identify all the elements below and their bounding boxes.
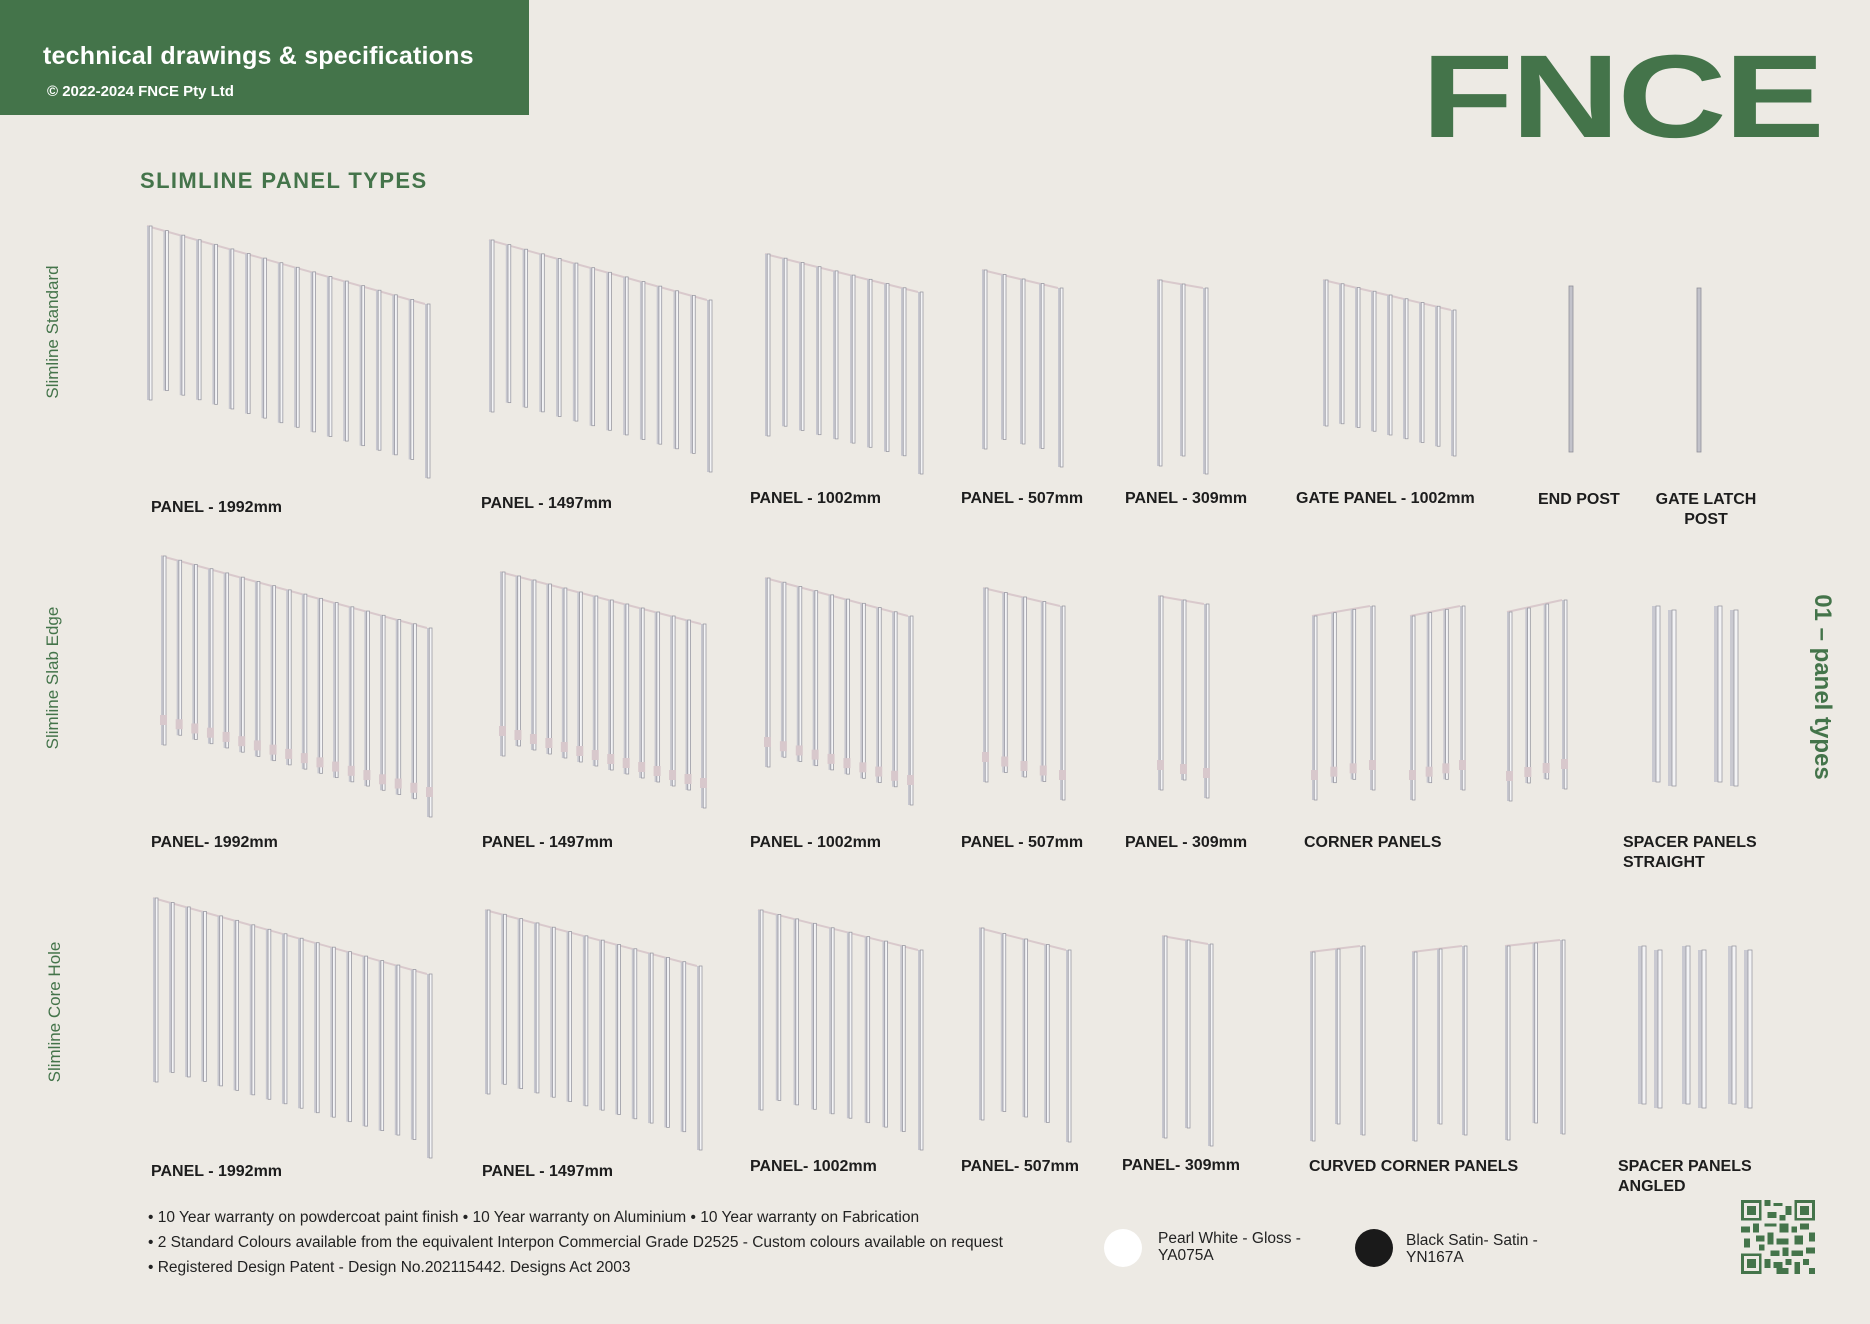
footer-note: • 10 Year warranty on powdercoat paint finish • 10 Year warranty on Aluminium • 10 Year warranty on Fabrication [148, 1209, 920, 1226]
caption-corner-panels: CORNER PANELS [1304, 834, 1442, 851]
swatch-label-pearl-white: Pearl White - Gloss -YA075A [1158, 1230, 1301, 1264]
qr-code-icon[interactable] [1741, 1200, 1815, 1274]
caption-slab-1992: PANEL- 1992mm [151, 834, 278, 851]
header-title: technical drawings & specifications [43, 42, 474, 70]
row-label-standard: Slimline Standard [43, 265, 62, 399]
caption-curved-corner: CURVED CORNER PANELS [1309, 1158, 1519, 1175]
drawing-gate-latch-post [1693, 286, 1707, 456]
drawing-core-507 [969, 918, 1076, 1138]
drawing-standard-309 [1147, 270, 1213, 470]
drawing-standard-1002 [755, 244, 928, 470]
footer-note: • 2 Standard Colours available from the equivalent Interpon Commercial Grade D2525 - Custom colours available on request [148, 1234, 1003, 1251]
drawing-core-1992 [143, 888, 437, 1154]
caption-standard-507: PANEL - 507mm [961, 490, 1084, 507]
drawing-standard-507 [972, 260, 1068, 463]
drawing-spacer-angled-a [1636, 946, 1666, 1114]
drawing-slab-1992 [151, 546, 437, 813]
caption-gate-panel: GATE PANEL - 1002mm [1296, 490, 1475, 507]
caption-standard-1992: PANEL - 1992mm [151, 499, 283, 516]
footer-note: • Registered Design Patent - Design No.202115442. Designs Act 2003 [148, 1259, 631, 1276]
drawing-corner-panel-b [1400, 596, 1470, 796]
drawing-slab-507 [973, 578, 1070, 796]
drawing-curved-corner-c [1495, 930, 1570, 1136]
footer-notes [148, 1205, 1003, 1280]
caption-gate-latch-post: GATE LATCH POST [1655, 491, 1757, 528]
drawing-spacer-straight-a [1650, 606, 1680, 792]
caption-standard-1002: PANEL - 1002mm [750, 490, 882, 507]
page-label: 01 – panel types [1809, 594, 1836, 780]
caption-slab-309: PANEL - 309mm [1125, 834, 1248, 851]
drawing-corner-panel-c [1497, 590, 1572, 797]
caption-standard-1497: PANEL - 1497mm [481, 495, 613, 512]
drawing-core-1497 [475, 900, 707, 1146]
caption-core-1992: PANEL - 1992mm [151, 1163, 283, 1180]
caption-core-507: PANEL- 507mm [961, 1158, 1079, 1175]
drawing-spacer-angled-c [1726, 946, 1756, 1114]
drawing-standard-1992 [137, 216, 435, 474]
row-label-core-hole: Slimline Core Hole [45, 941, 64, 1083]
brand-logo: FNCE [1421, 31, 1822, 163]
caption-core-309: PANEL- 309mm [1122, 1157, 1240, 1174]
caption-slab-1497: PANEL - 1497mm [482, 834, 614, 851]
header-copyright: © 2022-2024 FNCE Pty Ltd [47, 83, 234, 100]
caption-end-post: END POST [1538, 491, 1620, 508]
drawing-gate-panel [1313, 270, 1461, 460]
drawing-curved-corner-b [1402, 936, 1472, 1137]
caption-spacer-straight: SPACER PANELS STRAIGHT [1623, 834, 1757, 871]
caption-core-1497: PANEL - 1497mm [482, 1163, 614, 1180]
swatch-black-satin [1355, 1229, 1393, 1267]
caption-core-1002: PANEL- 1002mm [750, 1158, 877, 1175]
drawing-end-post [1565, 284, 1579, 456]
drawing-spacer-straight-b [1712, 606, 1742, 792]
drawing-slab-309 [1148, 586, 1214, 794]
row-label-slab-edge: Slimline Slab Edge [43, 606, 62, 750]
drawing-spacer-angled-b [1680, 946, 1710, 1114]
drawing-slab-1497 [490, 562, 711, 804]
caption-spacer-angled: SPACER PANELS ANGLED [1618, 1158, 1752, 1195]
swatch-pearl-white [1104, 1229, 1142, 1267]
section-title: SLIMLINE PANEL TYPES [140, 168, 428, 193]
caption-slab-1002: PANEL - 1002mm [750, 834, 882, 851]
swatch-label-black-satin: Black Satin- Satin -YN167A [1406, 1232, 1538, 1266]
drawing-standard-1497 [479, 230, 717, 468]
drawing-curved-corner-a [1300, 936, 1370, 1137]
drawing-slab-1002 [755, 568, 918, 801]
caption-standard-309: PANEL - 309mm [1125, 490, 1248, 507]
drawing-core-309 [1152, 926, 1218, 1142]
drawing-core-1002 [748, 900, 928, 1146]
caption-slab-507: PANEL - 507mm [961, 834, 1084, 851]
drawing-corner-panel-a [1302, 596, 1380, 796]
